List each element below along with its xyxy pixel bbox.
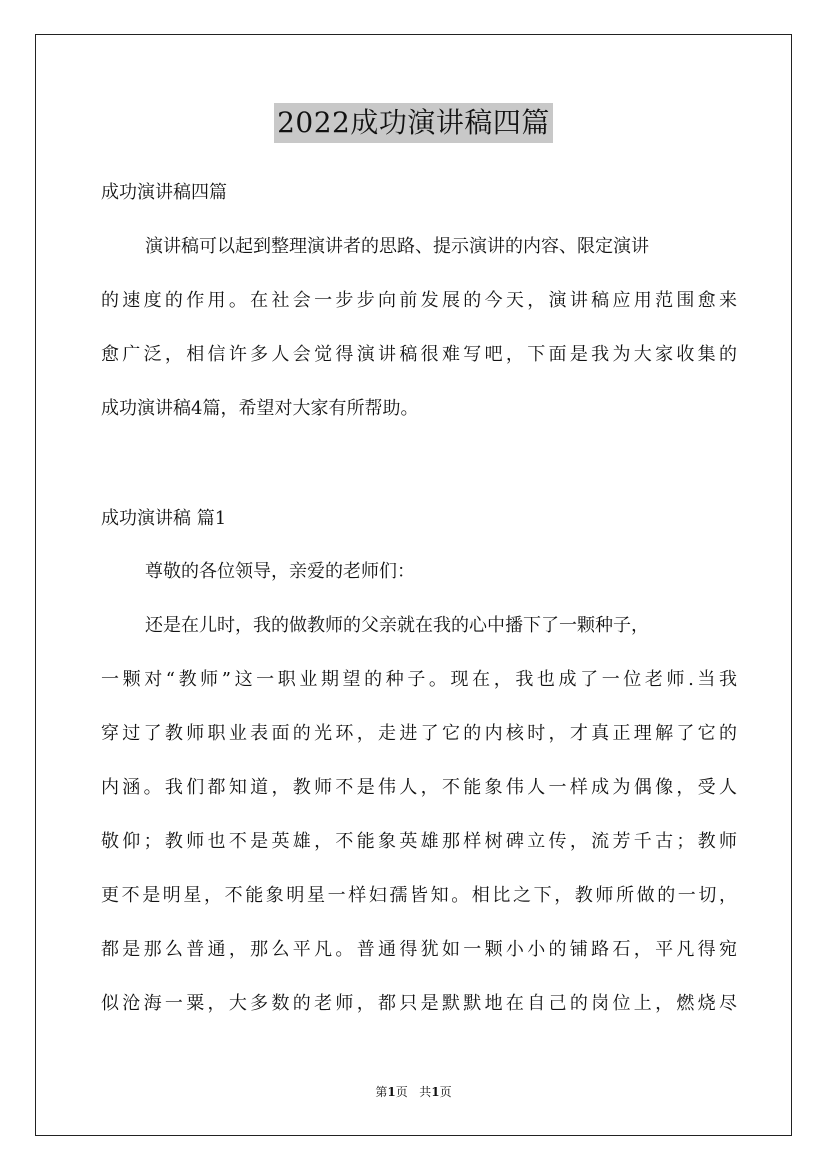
paragraph-line-8: 似沧海一粟，大多数的老师，都只是默默地在自己的岗位上，燃烧尽 <box>101 993 737 1014</box>
footer-total-suffix: 页 <box>439 1085 452 1099</box>
footer-total-number: 1 <box>431 1085 440 1099</box>
title-block <box>0 103 827 143</box>
document-title: 2022成功演讲稿四篇 <box>274 103 553 143</box>
paragraph-line-6: 更不是明星，不能象明星一样妇孺皆知。相比之下，教师所做的一切， <box>101 885 737 906</box>
intro-line-4: 成功演讲稿4篇，希望对大家有所帮助。 <box>101 398 419 419</box>
page-footer <box>0 1084 827 1100</box>
footer-page-prefix: 第 <box>375 1085 388 1099</box>
paragraph-line-5: 敬仰；教师也不是英雄，不能象英雄那样树碑立传，流芳千古；教师 <box>101 831 737 852</box>
document-subtitle: 成功演讲稿四篇 <box>101 182 227 203</box>
intro-line-3: 愈广泛，相信许多人会觉得演讲稿很难写吧，下面是我为大家收集的 <box>101 344 737 365</box>
footer-total-prefix: 共 <box>419 1085 432 1099</box>
intro-line-2: 的速度的作用。在社会一步步向前发展的今天，演讲稿应用范围愈来 <box>101 290 737 311</box>
footer-page-number: 1 <box>387 1085 396 1099</box>
paragraph-line-1: 还是在儿时，我的做教师的父亲就在我的心中播下了一颗种子， <box>145 615 649 636</box>
paragraph-line-3: 穿过了教师职业表面的光环，走进了它的内核时，才真正理解了它的 <box>101 723 737 744</box>
footer-page-suffix: 页 <box>395 1085 408 1099</box>
section-heading: 成功演讲稿 篇1 <box>101 508 227 529</box>
paragraph-line-4: 内涵。我们都知道，教师不是伟人，不能象伟人一样成为偶像，受人 <box>101 777 737 798</box>
intro-line-1: 演讲稿可以起到整理演讲者的思路、提示演讲的内容、限定演讲 <box>145 236 649 257</box>
paragraph-line-2: 一颗对“教师”这一职业期望的种子。现在，我也成了一位老师.当我 <box>101 669 737 690</box>
paragraph-line-7: 都是那么普通，那么平凡。普通得犹如一颗小小的铺路石，平凡得宛 <box>101 939 737 960</box>
greeting-line: 尊敬的各位领导，亲爱的老师们： <box>145 561 415 582</box>
